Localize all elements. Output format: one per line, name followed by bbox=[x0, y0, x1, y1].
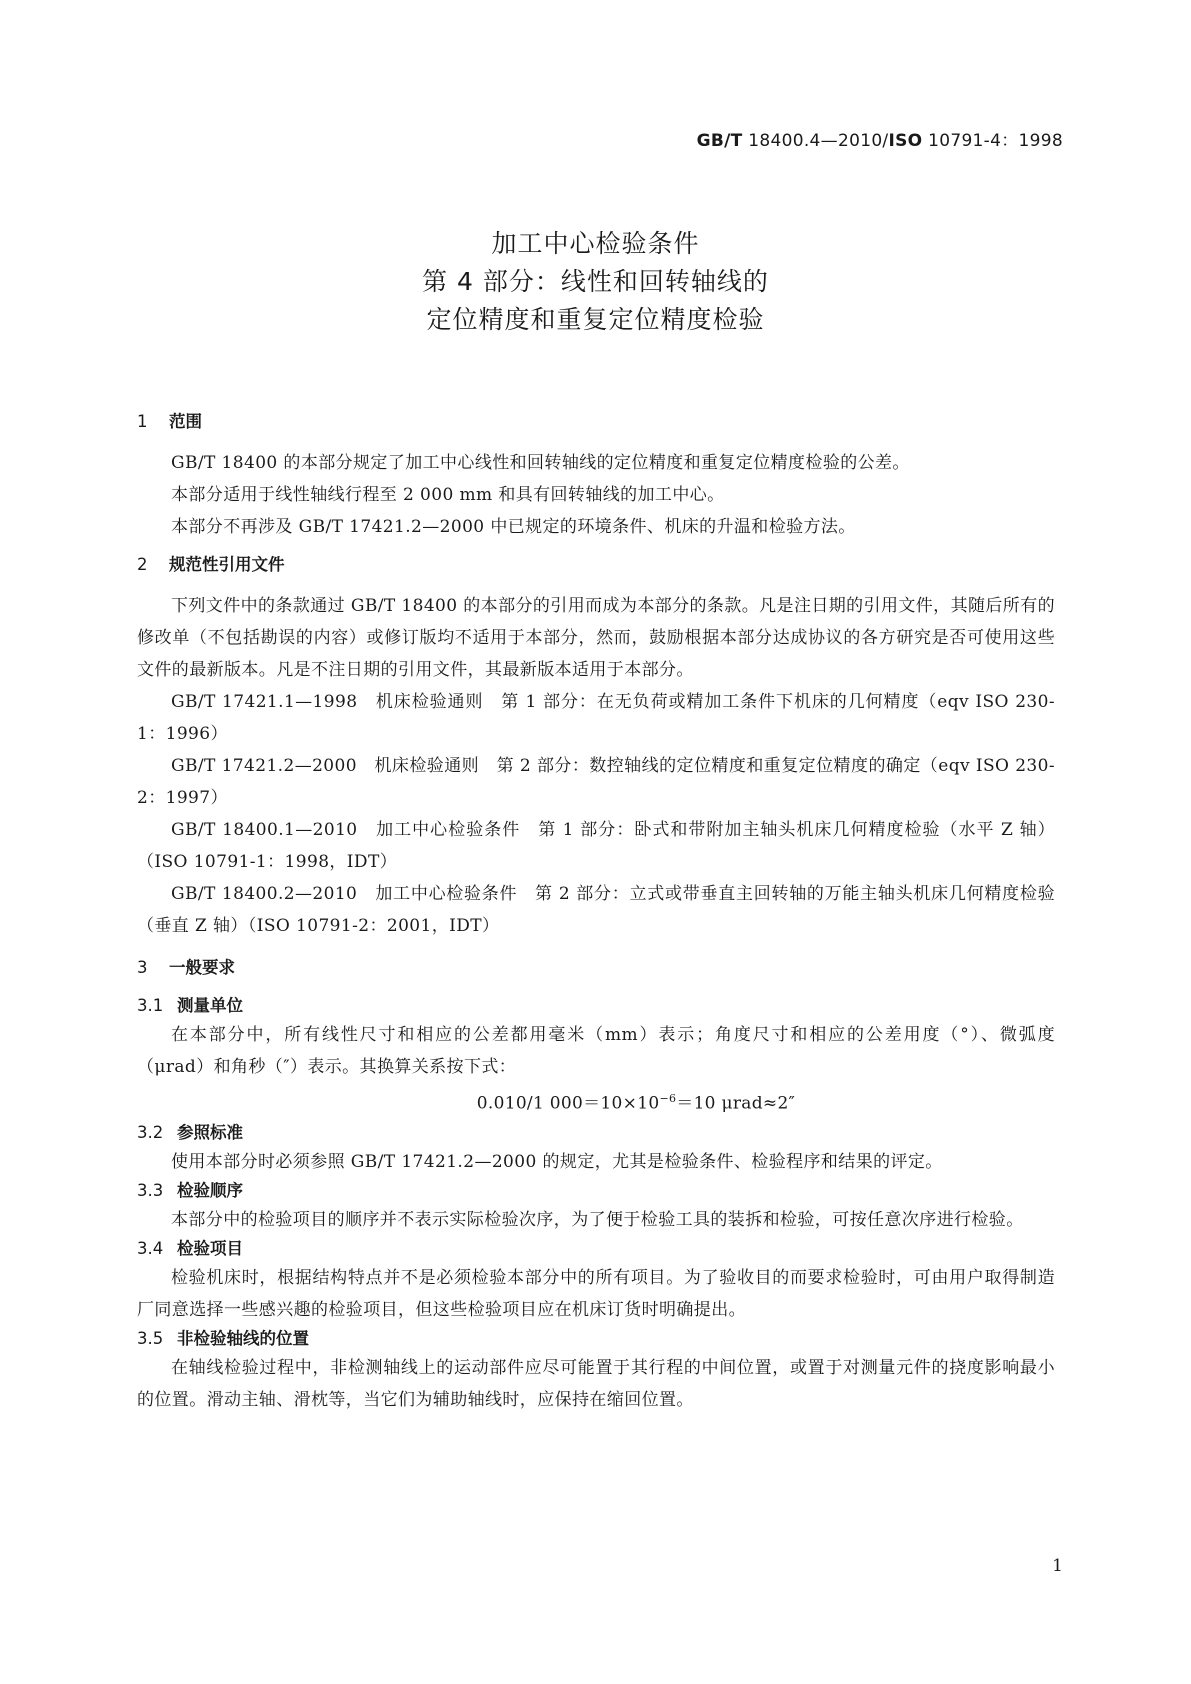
document-body bbox=[137, 410, 1055, 1416]
title-line-3: 定位精度和重复定位精度检验 bbox=[426, 305, 765, 334]
subsection-heading-3-3: 3.3 检验顺序 bbox=[137, 1180, 243, 1200]
subsection-heading-3-5: 3.5 非检验轴线的位置 bbox=[137, 1328, 309, 1348]
paragraph: 在轴线检验过程中，非检测轴线上的运动部件应尽可能置于其行程的中间位置，或置于对测量元件的挠度影响最小的位置。滑动主轴、滑枕等，当它们为辅助轴线时，应保持在缩回位置。 bbox=[137, 1357, 1055, 1410]
title-line-1: 加工中心检验条件 bbox=[491, 229, 700, 258]
reference-item: GB/T 17421.1—1998 机床检验通则 第 1 部分：在无负荷或精加工条件下机床的几何精度（eqv ISO 230-1：1996） bbox=[137, 692, 1055, 744]
paragraph: 在本部分中，所有线性尺寸和相应的公差都用毫米（mm）表示；角度尺寸和相应的公差用度（°）、微弧度（μrad）和角秒（″）表示。其换算关系按下式： bbox=[137, 1025, 1055, 1077]
paragraph: GB/T 18400 的本部分规定了加工中心线性和回转轴线的定位精度和重复定位精度检验的公差。 bbox=[171, 453, 910, 473]
paragraph: 检验机床时，根据结构特点并不是必须检验本部分中的所有项目。为了验收目的而要求检验时，可由用户取得制造厂同意选择一些感兴趣的检验项目，但这些检验项目应在机床订货时明确提出。 bbox=[137, 1267, 1055, 1320]
section-heading-2: 2 规范性引用文件 bbox=[137, 555, 285, 574]
paragraph: 本部分不再涉及 GB/T 17421.2—2000 中已规定的环境条件、机床的升温和检验方法。 bbox=[171, 517, 856, 537]
reference-item: GB/T 18400.1—2010 加工中心检验条件 第 1 部分：卧式和带附加主轴头机床几何精度检验（水平 Z 轴）（ISO 10791-1：1998，IDT） bbox=[137, 820, 1055, 872]
paragraph: 本部分适用于线性轴线行程至 2 000 mm 和具有回转轴线的加工中心。 bbox=[171, 485, 725, 505]
page-number: 1 bbox=[1052, 1556, 1063, 1576]
paragraph: 下列文件中的条款通过 GB/T 18400 的本部分的引用而成为本部分的条款。凡是注日期的引用文件，其随后所有的修改单（不包括勘误的内容）或修订版均不适用于本部分，然而，鼓励根据本部分达成协议的各方研究是否可使用这些文件的最新版本。凡是不注日期的引用文件，其最新版本适用于本部分。 bbox=[137, 596, 1055, 680]
subsection-heading-3-1: 3.1 测量单位 bbox=[137, 996, 243, 1015]
subsection-heading-3-4: 3.4 检验项目 bbox=[137, 1238, 243, 1258]
subsection-heading-3-2: 3.2 参照标准 bbox=[137, 1122, 243, 1142]
conversion-formula: 0.010/1 $000=10\times 10^{-6}=10$ μrad≈2″ bbox=[476, 1092, 796, 1114]
standard-number: GB/T 18400.4—2010/ISO 10791-4：1998 bbox=[696, 131, 1063, 151]
paragraph: 本部分中的检验项目的顺序并不表示实际检验次序，为了便于检验工具的装拆和检验，可按任意次序进行检验。 bbox=[171, 1209, 1024, 1230]
title-line-2: 第 4 部分：线性和回转轴线的 bbox=[422, 267, 769, 296]
document-title bbox=[0, 225, 1191, 339]
reference-item: GB/T 17421.2—2000 机床检验通则 第 2 部分：数控轴线的定位精度和重复定位精度的确定（eqv ISO 230-2：1997） bbox=[137, 756, 1055, 808]
section-heading-1: 1 范围 bbox=[137, 412, 202, 431]
reference-item: GB/T 18400.2—2010 加工中心检验条件 第 2 部分：立式或带垂直主回转轴的万能主轴头机床几何精度检验（垂直 Z 轴）（ISO 10791-2：2001，IDT） bbox=[137, 884, 1055, 936]
section-heading-3: 3 一般要求 bbox=[137, 958, 235, 977]
paragraph: 使用本部分时必须参照 GB/T 17421.2—2000 的规定，尤其是检验条件、检验程序和结果的评定。 bbox=[171, 1151, 943, 1172]
